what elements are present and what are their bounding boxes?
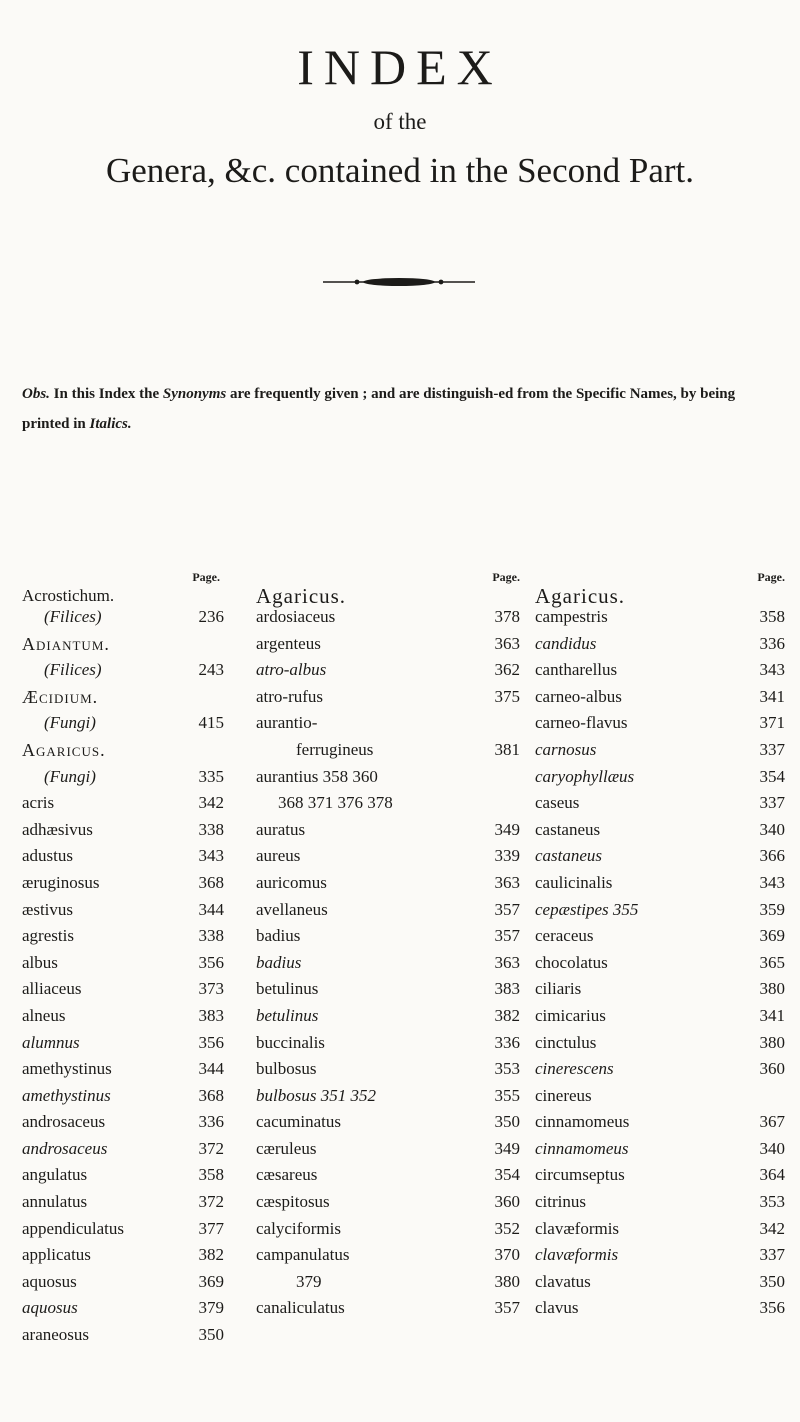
entry-name: candidus: [535, 633, 597, 653]
entry-page: 366: [759, 846, 785, 866]
index-entry: [22, 817, 256, 844]
entry-name: 368 371 376 378: [278, 793, 393, 813]
entry-name: bulbosus 351 352: [256, 1085, 376, 1105]
entry-page: 369: [198, 1271, 224, 1291]
entry-name: buccinalis: [256, 1032, 325, 1052]
index-entry: [22, 1242, 256, 1269]
entry-name: campestris: [535, 607, 608, 626]
entry-name: amethystinus: [22, 1059, 112, 1079]
index-entry: [535, 1295, 793, 1322]
index-entry: [256, 710, 528, 737]
entry-page: 336: [494, 1032, 520, 1052]
entry-name: alliaceus: [22, 979, 82, 999]
entry-name: amethystinus: [22, 1085, 111, 1105]
index-entry: [256, 1056, 528, 1083]
index-entry: [22, 1136, 256, 1163]
entry-page: 383: [198, 1005, 224, 1025]
entry-page: 357: [494, 926, 520, 946]
index-entry: [535, 1056, 793, 1083]
entry-page: 349: [494, 819, 520, 839]
index-entry: [22, 764, 256, 791]
entry-name: carneo-albus: [535, 686, 622, 706]
column-header: [22, 570, 256, 605]
page-label: Page.: [757, 570, 785, 584]
entry-name: bulbosus: [256, 1059, 317, 1079]
entry-name: aquosus: [22, 1271, 77, 1291]
entry-page: 371: [759, 713, 785, 733]
entry-page: 358: [198, 1165, 224, 1185]
index-entry: [22, 1322, 256, 1349]
entry-page: 350: [494, 1112, 520, 1132]
entry-name: (Fungi): [44, 713, 96, 733]
entry-page: 372: [198, 1138, 224, 1158]
entry-name: caseus: [535, 793, 580, 813]
index-entry: [256, 1216, 528, 1243]
index-entry: [256, 897, 528, 924]
column-header: [256, 570, 528, 608]
index-entry: [22, 976, 256, 1003]
page-label: Page.: [192, 570, 220, 584]
index-entry: [256, 1030, 528, 1057]
obs-text-2: are frequently given ; and are distinguish-ed from the Specific Names, by being printed in: [22, 386, 736, 432]
entry-name: ceraceus: [535, 926, 594, 946]
page-label: Page.: [492, 570, 520, 584]
entry-page: 335: [198, 766, 224, 786]
entry-page: 350: [198, 1325, 224, 1345]
index-entry: [535, 1030, 793, 1057]
obs-italics-word: Italics.: [89, 416, 132, 432]
index-entry: [22, 1295, 256, 1322]
index-entry: [256, 976, 528, 1003]
index-entry: [256, 870, 528, 897]
index-entry: [535, 1216, 793, 1243]
entry-page: 355: [494, 1085, 520, 1105]
index-entry: [256, 764, 528, 791]
entry-page: 337: [759, 793, 785, 813]
entry-name: aquosus: [22, 1298, 78, 1318]
entry-page: 360: [494, 1192, 520, 1212]
entry-page: 343: [759, 660, 785, 680]
index-entry: [22, 737, 256, 764]
index-entry: [22, 1083, 256, 1110]
entry-page: 360: [759, 1059, 785, 1079]
entry-name: applicatus: [22, 1245, 91, 1265]
index-entry: [256, 1003, 528, 1030]
entry-page: 367: [759, 1112, 785, 1132]
entry-page: 356: [759, 1298, 785, 1318]
entry-page: 342: [198, 793, 224, 813]
ornament-rule: [323, 276, 475, 288]
index-entry: [22, 631, 256, 658]
entry-page: 362: [494, 660, 520, 680]
index-entry: [535, 1136, 793, 1163]
entry-name: alumnus: [22, 1032, 80, 1052]
entry-page: 350: [759, 1271, 785, 1291]
index-entry: [535, 1189, 793, 1216]
entry-name: Agaricus.: [22, 739, 106, 760]
entry-page: 383: [494, 979, 520, 999]
index-entry: [22, 843, 256, 870]
obs-synonyms-word: Synonyms: [162, 386, 227, 402]
index-entry: [535, 817, 793, 844]
index-entry: [256, 1295, 528, 1322]
entry-page: 354: [494, 1165, 520, 1185]
index-entry: [535, 684, 793, 711]
index-entry: [22, 1162, 256, 1189]
entry-page: 341: [759, 686, 785, 706]
entry-name: (Fungi): [44, 766, 96, 786]
index-entry: [256, 817, 528, 844]
index-entry: [535, 1162, 793, 1189]
index-entry: [535, 604, 793, 631]
entry-list: [22, 604, 256, 1349]
entry-name: carneo-flavus: [535, 713, 628, 733]
entry-page: 382: [198, 1245, 224, 1265]
entry-name: chocolatus: [535, 952, 608, 972]
entry-page: 344: [198, 1059, 224, 1079]
entry-page: 339: [494, 846, 520, 866]
entry-name: caryophyllæus: [535, 766, 635, 786]
entry-name: Adiantum.: [22, 633, 110, 654]
index-column-1: [22, 570, 256, 1349]
entry-page: 356: [198, 952, 224, 972]
index-subtitle: Genera, &c. contained in the Second Part.: [106, 151, 694, 190]
entry-name: araneosus: [22, 1325, 90, 1345]
index-entry: [22, 684, 256, 711]
entry-name: argenteus: [256, 633, 321, 653]
entry-page: 336: [759, 633, 785, 653]
index-entry: [535, 976, 793, 1003]
entry-name: citrinus: [535, 1192, 586, 1212]
index-entry: [22, 710, 256, 737]
entry-name: alneus: [22, 1005, 66, 1025]
entry-page: 372: [198, 1192, 224, 1212]
entry-name: ciliaris: [535, 979, 582, 999]
entry-name: cæsareus: [256, 1165, 318, 1185]
entry-name: canaliculatus: [256, 1298, 345, 1318]
entry-name: cacuminatus: [256, 1112, 341, 1132]
entry-page: 381: [494, 739, 520, 759]
index-entry: [22, 657, 256, 684]
entry-name: (Filices): [44, 607, 102, 626]
entry-name: auricomus: [256, 872, 327, 892]
entry-name: betulinus: [256, 979, 319, 999]
index-entry: [22, 1030, 256, 1057]
entry-name: clavus: [535, 1298, 579, 1318]
entry-name: aureus: [256, 846, 301, 866]
index-entry: [256, 923, 528, 950]
entry-name: ferrugineus: [296, 739, 374, 759]
index-column-2: [256, 570, 528, 1322]
entry-page: 375: [494, 686, 520, 706]
index-entry: [22, 870, 256, 897]
index-entry: [22, 1109, 256, 1136]
index-entry: [535, 923, 793, 950]
entry-name: cinerescens: [535, 1059, 614, 1079]
entry-page: 357: [494, 1298, 520, 1318]
entry-page: 364: [759, 1165, 785, 1185]
entry-page: 354: [759, 766, 785, 786]
obs-prefix: Obs.: [22, 386, 50, 402]
entry-name: clavatus: [535, 1271, 591, 1291]
entry-name: caulicinalis: [535, 872, 613, 892]
entry-page: 380: [759, 979, 785, 999]
entry-page: 359: [759, 899, 785, 919]
entry-page: 343: [759, 872, 785, 892]
entry-page: 373: [198, 979, 224, 999]
index-title: INDEX: [297, 39, 503, 95]
index-entry: [256, 1109, 528, 1136]
index-entry: [256, 1189, 528, 1216]
index-entry: [535, 950, 793, 977]
entry-page: 415: [198, 713, 224, 733]
entry-page: 337: [759, 1245, 785, 1265]
entry-name: ardosiaceus: [256, 607, 336, 626]
index-entry: [535, 1242, 793, 1269]
entry-page: 368: [198, 872, 224, 892]
index-entry: [535, 897, 793, 924]
entry-name: auratus: [256, 819, 306, 839]
entry-page: 243: [198, 660, 224, 680]
entry-name: castaneus: [535, 846, 603, 866]
entry-name: cæspitosus: [256, 1192, 330, 1212]
index-entry: [22, 897, 256, 924]
entry-name: circumseptus: [535, 1165, 625, 1185]
entry-page: 363: [494, 952, 520, 972]
entry-name: 379: [296, 1271, 322, 1291]
entry-page: 341: [759, 1005, 785, 1025]
index-entry: [256, 1162, 528, 1189]
entry-name: cinnamomeus: [535, 1112, 630, 1132]
index-entry: [256, 950, 528, 977]
index-entry: [535, 843, 793, 870]
entry-page: 379: [198, 1298, 224, 1318]
entry-name: adustus: [22, 846, 73, 866]
index-entry: [535, 1003, 793, 1030]
index-entry: [256, 843, 528, 870]
entry-page: 342: [759, 1218, 785, 1238]
entry-page: 369: [759, 926, 785, 946]
index-entry: [535, 790, 793, 817]
entry-page: 357: [494, 899, 520, 919]
entry-name: albus: [22, 952, 58, 972]
entry-page: 344: [198, 899, 224, 919]
index-heading: [0, 40, 800, 192]
entry-name: agrestis: [22, 926, 74, 946]
entry-page: 349: [494, 1138, 520, 1158]
index-entry: [22, 1003, 256, 1030]
entry-page: 337: [759, 739, 785, 759]
entry-name: betulinus: [256, 1005, 319, 1025]
entry-page: 340: [759, 819, 785, 839]
genus-heading: Agaricus.: [535, 584, 626, 608]
obs-note: [22, 379, 782, 439]
index-entry: [256, 657, 528, 684]
genus-heading: Agaricus.: [256, 584, 347, 608]
entry-name: aurantius 358 360: [256, 766, 378, 786]
entry-name: badius: [256, 926, 301, 946]
of-the-line: of the: [373, 109, 427, 134]
entry-name: annulatus: [22, 1192, 88, 1212]
entry-list: [535, 604, 793, 1322]
entry-page: 378: [494, 607, 520, 626]
index-entry: [535, 710, 793, 737]
entry-name: angulatus: [22, 1165, 88, 1185]
entry-page: 380: [759, 1032, 785, 1052]
entry-page: 352: [494, 1218, 520, 1238]
genus-heading: Acrostichum.: [22, 586, 115, 605]
entry-name: æstivus: [22, 899, 74, 919]
index-entry: [535, 1269, 793, 1296]
index-entry: [256, 1083, 528, 1110]
entry-name: aurantio-: [256, 713, 318, 733]
entry-name: campanulatus: [256, 1245, 350, 1265]
entry-page: 368: [198, 1085, 224, 1105]
index-entry: [256, 790, 528, 817]
column-header: [535, 570, 793, 608]
entry-page: 377: [198, 1218, 224, 1238]
entry-name: androsaceus: [22, 1112, 106, 1132]
index-entry: [256, 1242, 528, 1269]
entry-name: æruginosus: [22, 872, 100, 892]
index-entry: [256, 684, 528, 711]
entry-name: cæruleus: [256, 1138, 317, 1158]
entry-name: calyciformis: [256, 1218, 341, 1238]
index-entry: [22, 1056, 256, 1083]
entry-page: 356: [198, 1032, 224, 1052]
entry-name: cepæstipes 355: [535, 899, 639, 919]
index-entry: [535, 631, 793, 658]
entry-name: avellaneus: [256, 899, 328, 919]
index-entry: [22, 790, 256, 817]
index-entry: [535, 737, 793, 764]
obs-text-1: In this Index the: [53, 386, 160, 402]
index-entry: [535, 870, 793, 897]
entry-name: acris: [22, 793, 55, 813]
index-column-3: [535, 570, 793, 1322]
entry-page: 336: [198, 1112, 224, 1132]
entry-name: adhæsivus: [22, 819, 93, 839]
entry-page: 365: [759, 952, 785, 972]
index-entry: [256, 1269, 528, 1296]
entry-name: castaneus: [535, 819, 601, 839]
index-entry: [22, 604, 256, 631]
index-entry: [256, 604, 528, 631]
entry-name: atro-rufus: [256, 686, 324, 706]
index-entry: [535, 657, 793, 684]
index-entry: [22, 923, 256, 950]
entry-page: 353: [494, 1059, 520, 1079]
entry-name: Æcidium.: [22, 686, 99, 707]
entry-name: androsaceus: [22, 1138, 108, 1158]
entry-list: [256, 604, 528, 1322]
index-entry: [256, 737, 528, 764]
entry-name: cinctulus: [535, 1032, 597, 1052]
entry-name: badius: [256, 952, 302, 972]
entry-page: 380: [494, 1271, 520, 1291]
entry-name: clavæformis: [535, 1245, 619, 1265]
entry-name: cinnamomeus: [535, 1138, 629, 1158]
index-entry: [256, 1136, 528, 1163]
index-entry: [22, 1216, 256, 1243]
entry-page: 370: [494, 1245, 520, 1265]
entry-name: (Filices): [44, 660, 102, 680]
entry-page: 353: [759, 1192, 785, 1212]
index-entry: [22, 950, 256, 977]
entry-name: carnosus: [535, 739, 597, 759]
entry-name: cimicarius: [535, 1005, 606, 1025]
index-entry: [535, 764, 793, 791]
index-entry: [22, 1189, 256, 1216]
index-entry: [535, 1083, 793, 1110]
entry-page: 340: [759, 1138, 785, 1158]
entry-page: 236: [198, 607, 224, 626]
index-entry: [22, 1269, 256, 1296]
entry-name: appendiculatus: [22, 1218, 124, 1238]
entry-page: 338: [198, 926, 224, 946]
entry-page: 363: [494, 872, 520, 892]
entry-page: 343: [198, 846, 224, 866]
entry-name: atro-albus: [256, 660, 327, 680]
entry-page: 382: [494, 1005, 520, 1025]
entry-page: 363: [494, 633, 520, 653]
entry-name: clavæformis: [535, 1218, 620, 1238]
index-entry: [256, 631, 528, 658]
entry-page: 338: [198, 819, 224, 839]
entry-name: cantharellus: [535, 660, 618, 680]
index-entry: [535, 1109, 793, 1136]
entry-page: 358: [759, 607, 785, 626]
entry-name: cinereus: [535, 1085, 592, 1105]
